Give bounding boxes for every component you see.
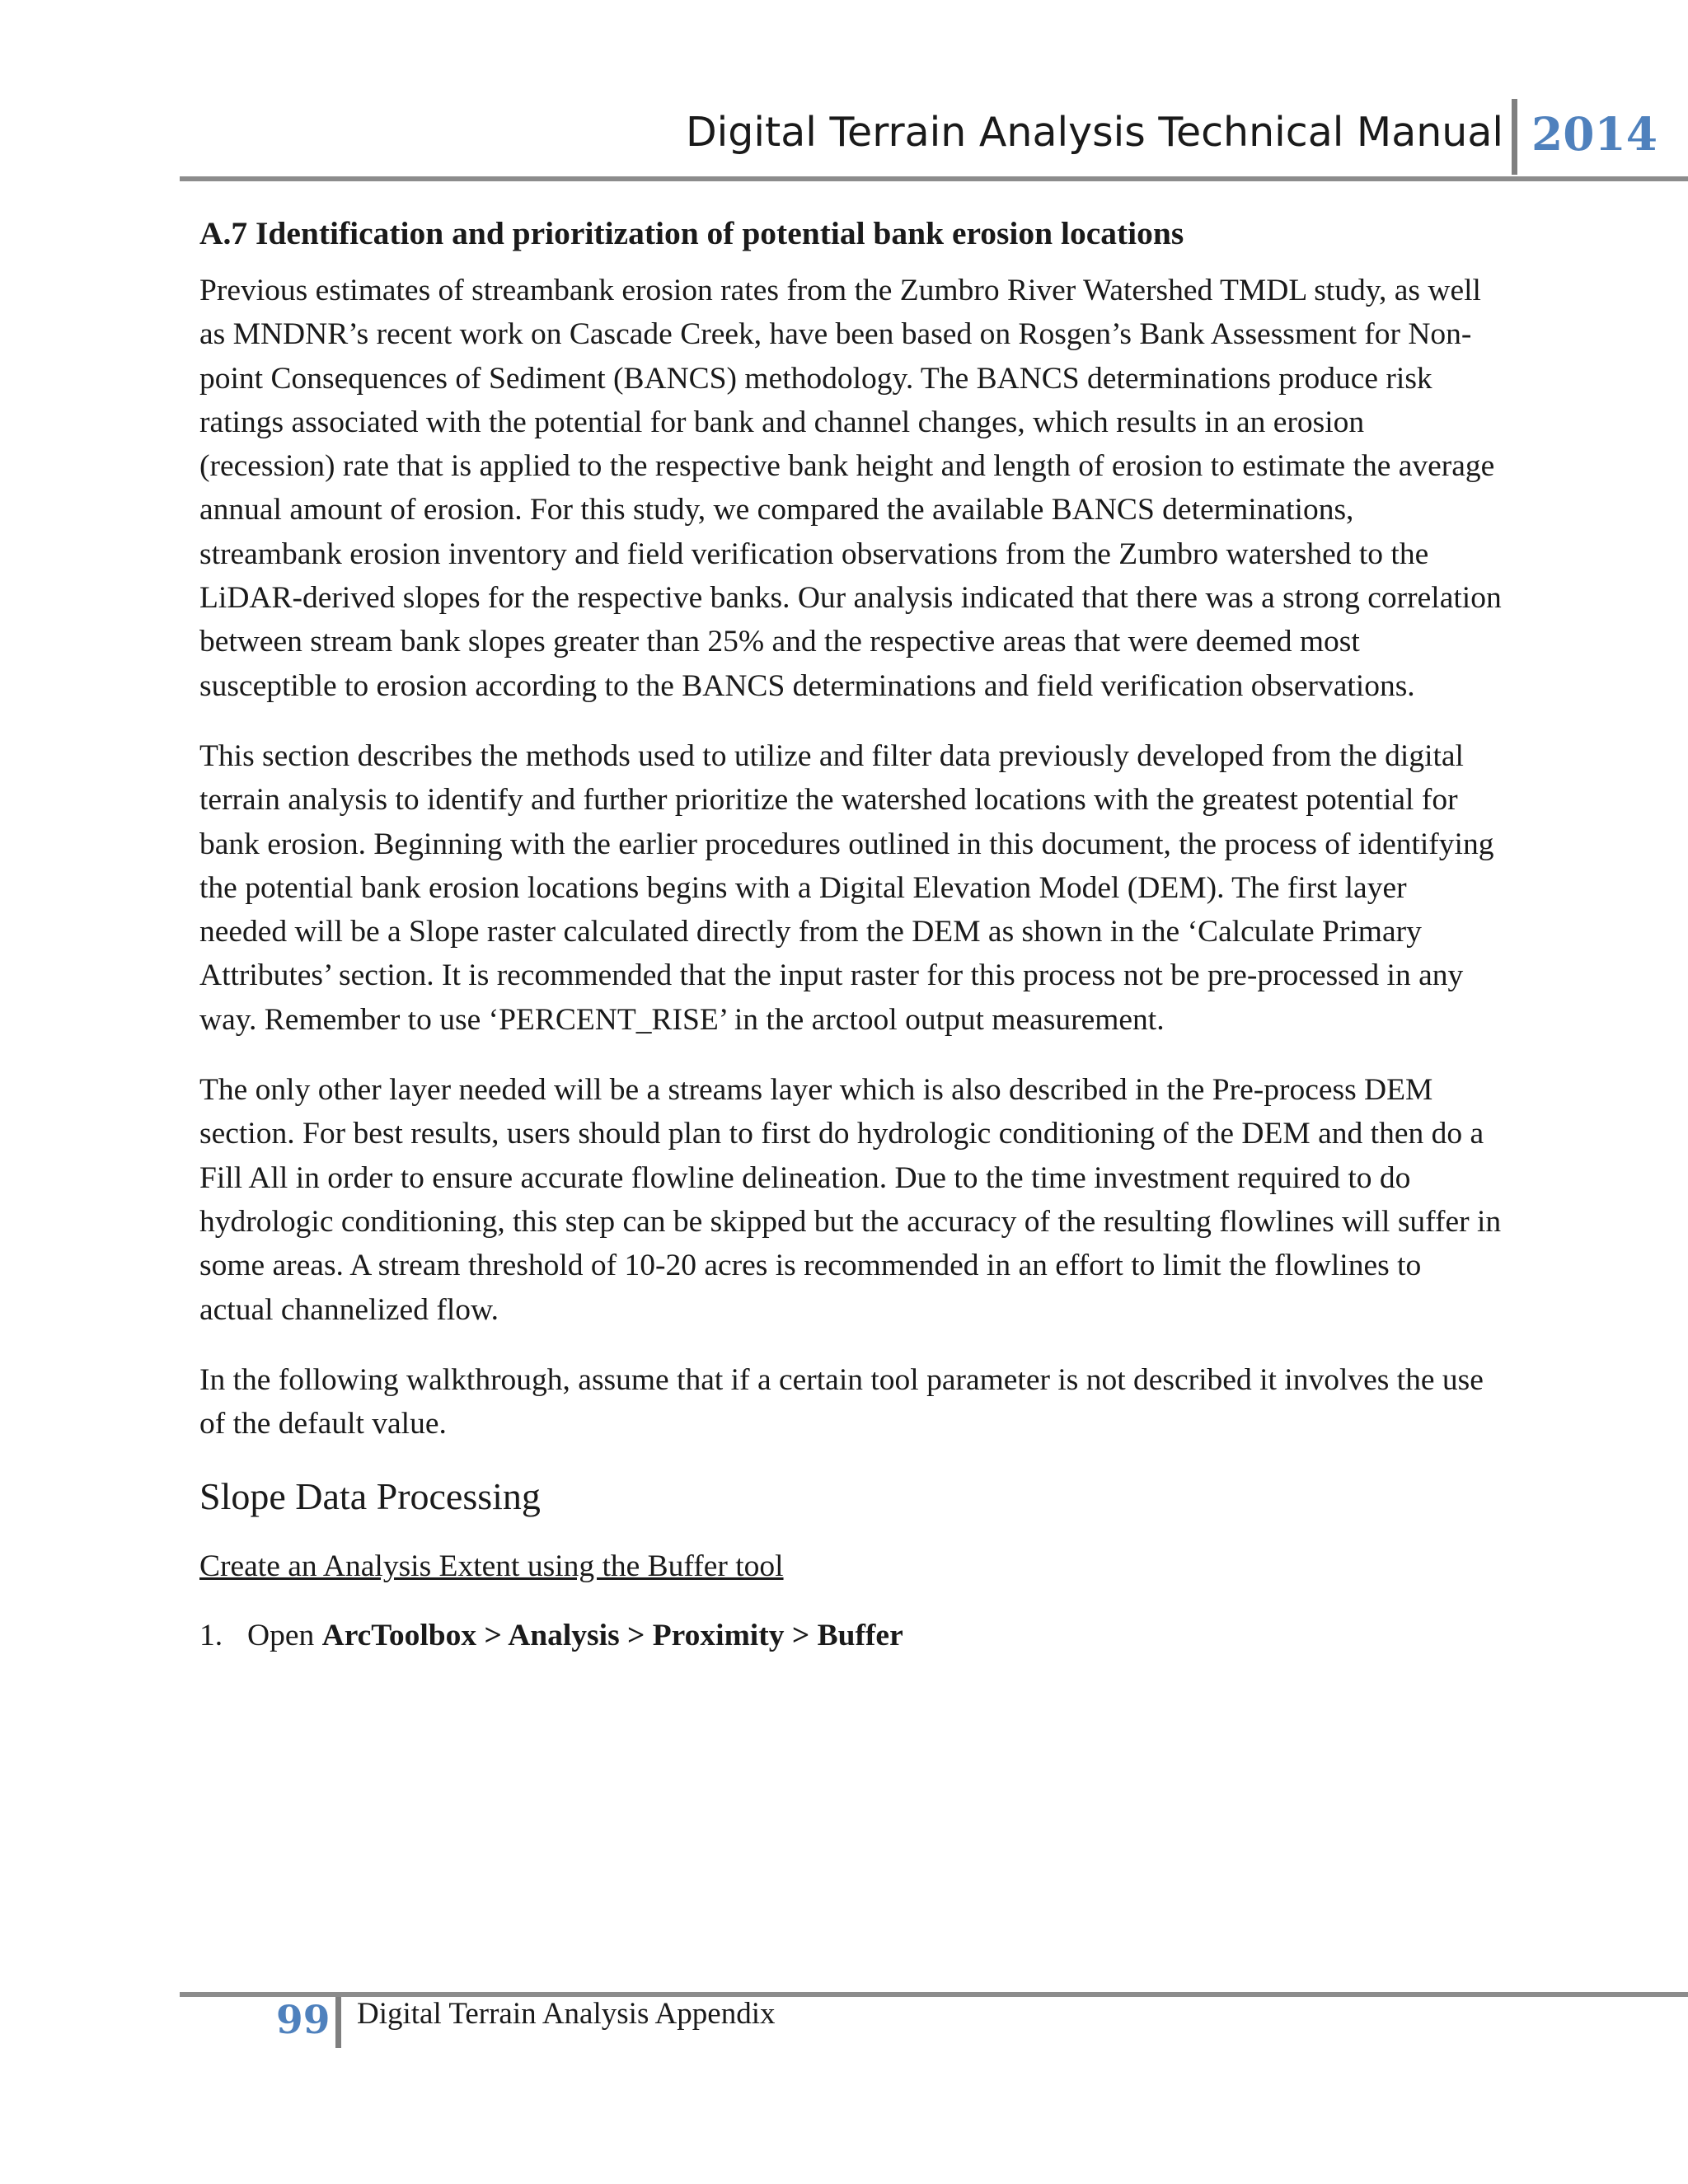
page-content <box>199 213 1502 1657</box>
paragraph-3: The only other layer needed will be a streams layer which is also described in the Pre-process DEM section. For best results, users should plan to first do hydrologic conditioning of the DEM and then do a Fill All in order to ensure accurate flowline delineation. Due to the time investment required to do hydrologic conditioning, this step can be skipped but the accuracy of the resulting flowlines will suffer in some areas. A stream threshold of 10-20 acres is recommended in an effort to limit the flowlines to actual channelized flow. <box>199 1073 1502 1327</box>
section-heading: A.7 Identification and prioritization of potential bank erosion locations <box>199 215 1184 251</box>
paragraph-4: In the following walkthrough, assume that if a certain tool parameter is not described it involves the use of the default value. <box>199 1362 1484 1441</box>
step-prefix: Open <box>247 1618 322 1652</box>
page-number: 99 <box>276 1998 331 2043</box>
subsection-title: Create an Analysis Extent using the Buffer tool <box>199 1549 784 1584</box>
step-item <box>199 1614 1502 1657</box>
footer-divider <box>335 1997 341 2048</box>
footer-label: Digital Terrain Analysis Appendix <box>357 1997 776 2031</box>
header-rule <box>180 176 1688 181</box>
step-tool-path: ArcToolbox > Analysis > Proximity > Buffer <box>321 1618 903 1652</box>
page-header <box>0 0 1688 190</box>
paragraph-1: Previous estimates of streambank erosion rates from the Zumbro River Watershed TMDL study, as well as MNDNR’s recent work on Cascade Creek, have been based on Rosgen’s Bank Assessment for Non-point Consequences of Sediment (BANCS) methodology. The BANCS determinations produce risk ratings associated with the potential for bank and channel changes, which results in an erosion (recession) rate that is applied to the respective bank height and length of erosion to estimate the average annual amount of erosion. For this study, we compared the available BANCS determinations, streambank erosion inventory and field verification observations from the Zumbro watershed to the LiDAR-derived slopes for the respective banks. Our analysis indicated that there was a strong correlation between stream bank slopes greater than 25% and the respective areas that were deemed most susceptible to erosion according to the BANCS determinations and field verification observations. <box>199 274 1502 703</box>
paragraph-2: This section describes the methods used to utilize and filter data previously developed from the digital terrain analysis to identify and further prioritize the watershed locations with the greatest potential for bank erosion. Beginning with the earlier procedures outlined in this document, the process of identifying the potential bank erosion locations begins with a Digital Elevation Model (DEM). The first layer needed will be a Slope raster calculated directly from the DEM as shown in the ‘Calculate Primary Attributes’ section. It is recommended that the input raster for this process not be pre-processed in any way. Remember to use ‘PERCENT_RISE’ in the arctool output measurement. <box>199 738 1494 1037</box>
header-title: Digital Terrain Analysis Technical Manual <box>685 109 1503 156</box>
header-year: 2014 <box>1531 107 1658 161</box>
subheading: Slope Data Processing <box>199 1475 541 1518</box>
header-divider <box>1512 99 1517 175</box>
step-number: 1. <box>199 1618 223 1652</box>
